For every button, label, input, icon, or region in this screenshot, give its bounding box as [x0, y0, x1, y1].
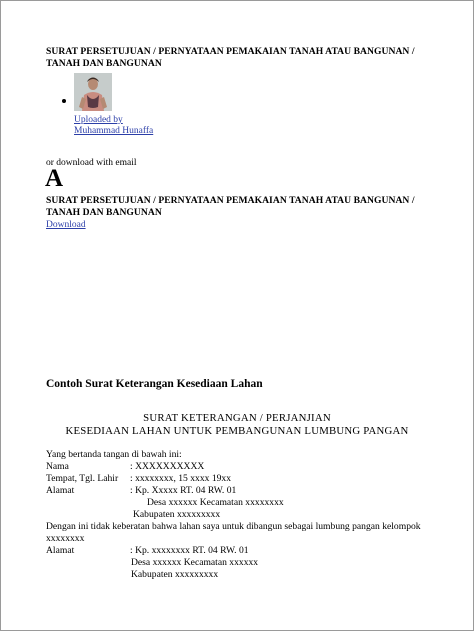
uploader-name-link[interactable]: Muhammad Hunaffa	[74, 126, 154, 136]
or-download-email-text: or download with email	[46, 158, 137, 168]
field-ttl-value: : xxxxxxxx, 15 xxxx 19xx	[130, 473, 232, 484]
field-alamat-value-2: Desa xxxxxx Kecamatan xxxxxxxx	[147, 497, 284, 508]
field-ttl-label: Tempat, Tgl. Lahir	[46, 473, 119, 484]
intro-text: Yang bertanda tangan di bawah ini:	[46, 449, 182, 460]
field-nama-value: : XXXXXXXXXX	[130, 461, 205, 472]
field2-alamat-value-3: Kabupaten xxxxxxxxx	[131, 569, 219, 580]
doc-heading-line2: KESEDIAAN LAHAN UNTUK PEMBANGUNAN LUMBUNG PANGAN	[65, 425, 409, 437]
download-title-line1: SURAT PERSETUJUAN / PERNYATAAN PEMAKAIAN TANAH ATAU BANGUNAN /	[46, 195, 415, 206]
page-title-line2: TANAH DAN BANGUNAN	[46, 58, 162, 69]
download-title-line2: TANAH DAN BANGUNAN	[46, 207, 162, 218]
uploaded-by-link[interactable]: Uploaded by	[74, 115, 123, 125]
field-alamat-label: Alamat	[46, 485, 75, 496]
field2-alamat-value-2: Desa xxxxxx Kecamatan xxxxxx	[131, 557, 259, 568]
big-letter-a: A	[45, 165, 64, 192]
list-bullet	[62, 99, 66, 103]
section-title: Contoh Surat Keterangan Kesediaan Lahan	[46, 378, 263, 390]
download-link[interactable]: Download	[46, 220, 86, 230]
field2-alamat-value-1: : Kp. xxxxxxxx RT. 04 RW. 01	[130, 545, 249, 556]
user-avatar-photo-icon	[74, 73, 112, 111]
statement-line1: Dengan ini tidak keberatan bahwa lahan saya untuk dibangun sebagai lumbung pangan kelompok	[46, 521, 421, 532]
field2-alamat-label: Alamat	[46, 545, 75, 556]
page-title-line1: SURAT PERSETUJUAN / PERNYATAAN PEMAKAIAN TANAH ATAU BANGUNAN /	[46, 46, 415, 57]
avatar[interactable]	[74, 73, 112, 111]
field-alamat-value-1: : Kp. Xxxxx RT. 04 RW. 01	[130, 485, 237, 496]
doc-heading-line1: SURAT KETERANGAN / PERJANJIAN	[143, 412, 331, 424]
field-nama-label: Nama	[46, 461, 69, 472]
field-alamat-value-3: Kabupaten xxxxxxxxx	[133, 509, 221, 520]
statement-line2: xxxxxxxx	[46, 533, 85, 544]
